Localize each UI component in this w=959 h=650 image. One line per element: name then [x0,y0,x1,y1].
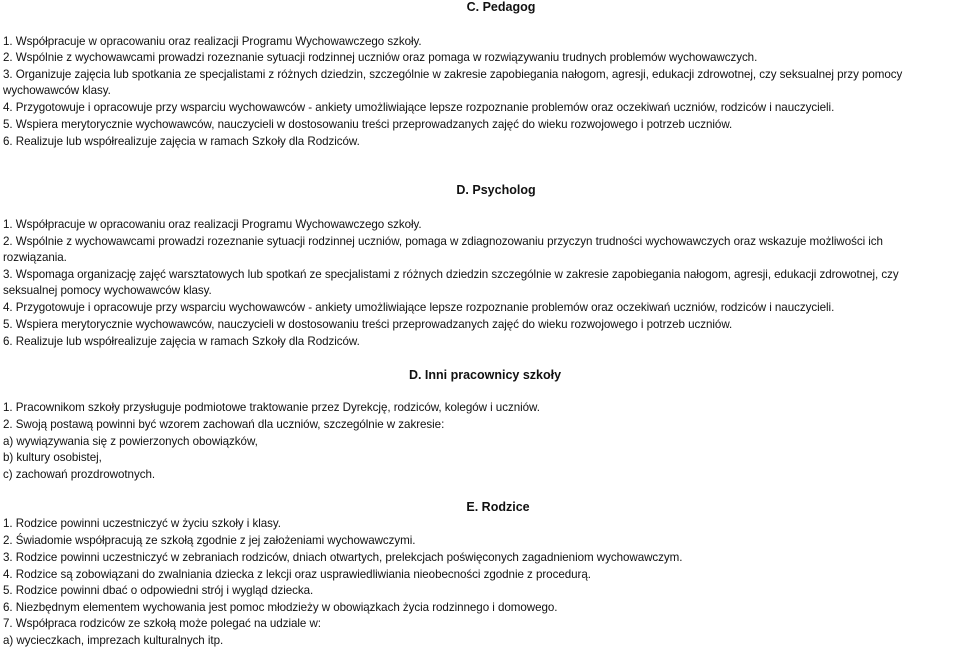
pedagog-item-3: 3. Organizuje zajęcia lub spotkania ze specjalistami z różnych dziedzin, szczególnie w zakresie zapobiegania nałogom, agresji, edukacji zdrowotnej, czy seksualnej przy pomocy [3,68,903,81]
section-heading-psycholog: D. Psycholog [456,183,536,197]
pedagog-item-1: 1. Współpracuje w opracowaniu oraz realizacji Programu Wychowawczego szkoły. [3,35,422,48]
pedagog-item-6: 6. Realizuje lub współrealizuje zajęcia w ramach Szkoły dla Rodziców. [3,135,360,148]
psycholog-item-5: 5. Wspiera merytorycznie wychowawców, nauczycieli w dostosowaniu treści przeprowadzanych zajęć do wieku rozwojowego i potrzeb uczniów. [3,318,733,331]
section-heading-inni-pracownicy: D. Inni pracownicy szkoły [408,368,562,382]
psycholog-item-4: 4. Przygotowuje i opracowuje przy wsparciu wychowawców - ankiety umożliwiające lepsze rozpoznanie problemów oraz oczekiwań uczniów, rodziców i nauczycieli. [3,301,835,314]
rodzice-item-7a: a) wycieczkach, imprezach kulturalnych itp. [3,634,224,647]
inni-item-2a: a) wywiązywania się z powierzonych obowiązków, [3,435,258,448]
pedagog-item-4: 4. Przygotowuje i opracowuje przy wsparciu wychowawców - ankiety umożliwiające lepsze rozpoznanie problemów oraz oczekiwań uczniów, rodziców i nauczycieli. [3,101,835,114]
rodzice-item-3: 3. Rodzice powinni uczestniczyć w zebraniach rodziców, dniach otwartych, prelekcjach poświęconych zagadnieniom wychowawczym. [3,551,683,564]
pedagog-item-3-cont: wychowawców klasy. [3,84,111,97]
pedagog-item-5: 5. Wspiera merytorycznie wychowawców, nauczycieli w dostosowaniu treści przeprowadzanych zajęć do wieku rozwojowego i potrzeb uczniów. [3,118,733,131]
psycholog-item-6: 6. Realizuje lub współrealizuje zajęcia w ramach Szkoły dla Rodziców. [3,335,360,348]
psycholog-item-1: 1. Współpracuje w opracowaniu oraz realizacji Programu Wychowawczego szkoły. [3,218,422,231]
psycholog-item-2: 2. Wspólnie z wychowawcami prowadzi rozeznanie sytuacji rodzinnej uczniów, pomaga w zdiagnozowaniu przyczyn trudności wychowawczych oraz wskazuje możliwości ich [3,235,883,248]
rodzice-item-5: 5. Rodzice powinni dbać o odpowiedni strój i wygląd dziecka. [3,584,314,597]
rodzice-item-7: 7. Współpraca rodziców ze szkołą może polegać na udziale w: [3,617,321,630]
inni-item-2: 2. Swoją postawą powinni być wzorem zachowań dla uczniów, szczególnie w zakresie: [3,418,445,431]
psycholog-item-3-cont: seksualnej pomocy wychowawców klasy. [3,284,212,297]
rodzice-item-4: 4. Rodzice są zobowiązani do zwalniania dziecka z lekcji oraz usprawiedliwiania nieobecności zgodnie z procedurą. [3,568,591,581]
rodzice-item-6: 6. Niezbędnym elementem wychowania jest pomoc młodzieży w obowiązkach życia rodzinnego i domowego. [3,601,558,614]
pedagog-item-2: 2. Wspólnie z wychowawcami prowadzi rozeznanie sytuacji rodzinnej uczniów oraz pomaga w rozwiązywaniu trudnych problemów wychowawczych. [3,51,758,64]
section-heading-pedagog: C. Pedagog [466,0,536,14]
section-heading-rodzice: E. Rodzice [466,500,530,514]
rodzice-item-1: 1. Rodzice powinni uczestniczyć w życiu szkoły i klasy. [3,517,281,530]
rodzice-item-2: 2. Świadomie współpracują ze szkołą zgodnie z jej założeniami wychowawczymi. [3,534,416,547]
inni-item-1: 1. Pracownikom szkoły przysługuje podmiotowe traktowanie przez Dyrekcję, rodziców, kolegów i uczniów. [3,401,540,414]
psycholog-item-3: 3. Wspomaga organizację zajęć warsztatowych lub spotkań ze specjalistami z różnych dziedzin szczególnie w zakresie zapobiegania nałogom, agresji, edukacji zdrowotnej, czy [3,268,899,281]
inni-item-2b: b) kultury osobistej, [3,451,102,464]
inni-item-2c: c) zachowań prozdrowotnych. [3,468,156,481]
psycholog-item-2-cont: rozwiązania. [3,251,67,264]
